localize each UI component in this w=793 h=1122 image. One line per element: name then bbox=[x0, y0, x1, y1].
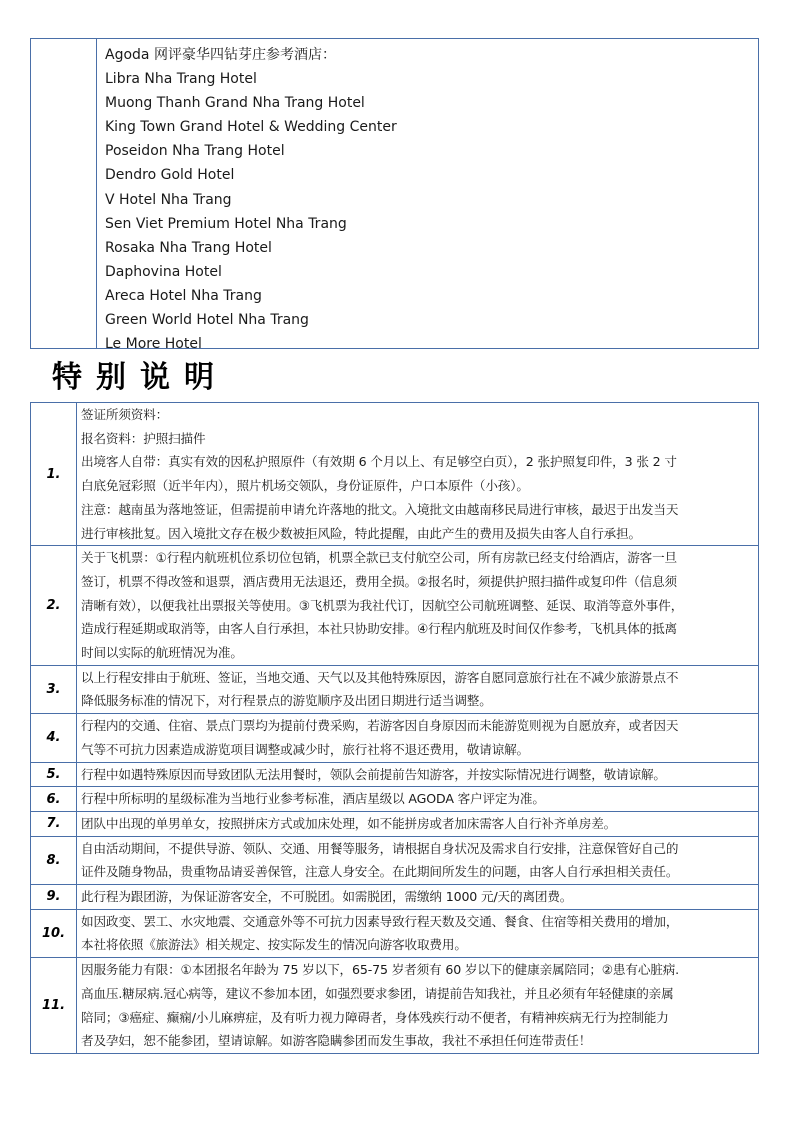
note-number: 5. bbox=[31, 762, 77, 787]
hotel-list-heading: Agoda 网评豪华四钻芽庄参考酒店： bbox=[105, 47, 336, 63]
note-line: 团队中出现的单男单女，按照拼床方式或加床处理，如不能拼房或者加床需客人自行补齐单房差。 bbox=[81, 815, 617, 831]
hotel-item: V Hotel Nha Trang bbox=[105, 191, 232, 208]
note-line: 进行审核批复。因入境批文存在极少数被拒风险，特此提醒，由此产生的费用及损失由客人自行承担。 bbox=[81, 525, 641, 541]
note-line: 关于飞机票：①行程内航班机位系切位包销，机票全款已支付航空公司，所有房款已经支付给酒店，游客一旦 bbox=[81, 550, 677, 566]
note-line: 时间以实际的航班情况为准。 bbox=[81, 645, 243, 661]
note-number: 1. bbox=[31, 403, 77, 546]
note-line: 签证所须资料： bbox=[81, 407, 169, 422]
note-row bbox=[31, 958, 759, 1054]
note-line: 造成行程延期或取消等，由客人自行承担，本社只协助安排。④行程内航班及时间仅作参考，飞机具体的抵离 bbox=[81, 621, 677, 637]
note-line: 行程内的交通、住宿、景点门票均为提前付费采购，若游客因自身原因而未能游览则视为自愿放弃，或者因天 bbox=[81, 718, 679, 734]
hotel-item: Sen Viet Premium Hotel Nha Trang bbox=[105, 215, 347, 232]
note-row bbox=[31, 665, 759, 713]
note-body bbox=[77, 787, 759, 812]
hotel-item: Libra Nha Trang Hotel bbox=[105, 71, 257, 88]
note-number: 8. bbox=[31, 836, 77, 884]
note-body bbox=[77, 885, 759, 910]
note-row bbox=[31, 762, 759, 787]
note-body bbox=[77, 762, 759, 787]
note-row bbox=[31, 403, 759, 546]
note-line: 白底免冠彩照（近半年内），照片机场交领队，身份证原件，户口本原件（小孩）。 bbox=[81, 478, 529, 494]
note-line: 以上行程安排由于航班、签证，当地交通、天气以及其他特殊原因，游客自愿同意旅行社在不减少旅游景点不 bbox=[81, 669, 679, 685]
note-line: 高血压.糖尿病.冠心病等，建议不参加本团，如强烈要求参团，请提前告知我社，并且必须有年轻健康的亲属 bbox=[81, 985, 674, 1001]
hotel-item: King Town Grand Hotel & Wedding Center bbox=[105, 119, 397, 136]
note-line: 清晰有效），以便我社出票报关等使用。③飞机票为我社代订，因航空公司航班调整、延误、取消等意外事件， bbox=[81, 597, 684, 613]
note-body bbox=[77, 403, 759, 546]
note-body bbox=[77, 811, 759, 836]
note-row bbox=[31, 714, 759, 762]
notes-table bbox=[30, 402, 759, 1054]
note-row bbox=[31, 836, 759, 884]
note-body bbox=[77, 665, 759, 713]
hotel-item: Areca Hotel Nha Trang bbox=[105, 287, 262, 304]
note-line: 陪同；③癌症、癫痫/小儿麻痹症，及有听力视力障碍者，身体残疾行动不便者，有精神疾病无行为控制能力 bbox=[81, 1009, 669, 1025]
note-line: 此行程为跟团游，为保证游客安全，不可脱团。如需脱团，需缴纳 1000 元/天的离团费。 bbox=[81, 889, 573, 905]
note-number: 3. bbox=[31, 665, 77, 713]
note-number: 10. bbox=[31, 909, 77, 957]
note-line: 自由活动期间，不提供导游、领队、交通、用餐等服务，请根据自身状况及需求自行安排，注意保管好自己的 bbox=[81, 840, 679, 856]
note-body bbox=[77, 958, 759, 1054]
hotel-list bbox=[105, 43, 397, 356]
hotel-item: Le More Hotel bbox=[105, 336, 202, 353]
note-line: 注意：越南虽为落地签证，但需提前申请允许落地的批文。入境批文由越南移民局进行审核，最迟于出发当天 bbox=[81, 501, 679, 517]
note-line: 本社将依照《旅游法》相关规定、按实际发生的情况向游客收取费用。 bbox=[81, 937, 467, 953]
hotel-item: Dendro Gold Hotel bbox=[105, 167, 235, 184]
hotel-item: Poseidon Nha Trang Hotel bbox=[105, 143, 285, 160]
note-row bbox=[31, 546, 759, 666]
note-line: 如因政变、罢工、水灾地震、交通意外等不可抗力因素导致行程天数及交通、餐食、住宿等相关费用的增加， bbox=[81, 913, 679, 929]
note-body bbox=[77, 909, 759, 957]
note-line: 报名资料：护照扫描件 bbox=[81, 430, 206, 446]
note-number: 11. bbox=[31, 958, 77, 1054]
hotel-item: Daphovina Hotel bbox=[105, 263, 222, 280]
hotel-table bbox=[30, 38, 759, 353]
hotel-item: Muong Thanh Grand Nha Trang Hotel bbox=[105, 95, 365, 112]
note-line: 签订，机票不得改签和退票，酒店费用无法退还，费用全损。②报名时，须提供护照扫描件或复印件（信息须 bbox=[81, 573, 677, 589]
note-body bbox=[77, 546, 759, 666]
note-row bbox=[31, 909, 759, 957]
note-number: 9. bbox=[31, 885, 77, 910]
note-row bbox=[31, 885, 759, 910]
note-line: 气等不可抗力因素造成游览项目调整或减少时，旅行社将不退还费用，敬请谅解。 bbox=[81, 741, 529, 757]
note-number: 7. bbox=[31, 811, 77, 836]
note-number: 4. bbox=[31, 714, 77, 762]
note-body bbox=[77, 836, 759, 884]
note-body bbox=[77, 714, 759, 762]
note-line: 证件及随身物品，贵重物品请妥善保管，注意人身安全。在此期间所发生的问题，由客人自行承担相关责任。 bbox=[81, 864, 679, 880]
section-title: 特别说明 bbox=[52, 360, 228, 395]
hotel-item: Rosaka Nha Trang Hotel bbox=[105, 239, 272, 256]
note-number: 2. bbox=[31, 546, 77, 666]
note-line: 者及孕妇，恕不能参团，望请谅解。如游客隐瞒参团而发生事故，我社不承担任何连带责任！ bbox=[81, 1033, 592, 1049]
hotel-table-left-cell bbox=[31, 39, 97, 348]
note-line: 行程中所标明的星级标准为当地行业参考标准，酒店星级以 AGODA 客户评定为准。 bbox=[81, 791, 545, 807]
hotel-item: Green World Hotel Nha Trang bbox=[105, 312, 309, 329]
note-number: 6. bbox=[31, 787, 77, 812]
note-row bbox=[31, 811, 759, 836]
note-line: 降低服务标准的情况下，对行程景点的游览顺序及出团日期进行适当调整。 bbox=[81, 693, 492, 709]
note-line: 出境客人自带：真实有效的因私护照原件（有效期 6 个月以上、有足够空白页），2 张护照复印件，3 张 2 寸 bbox=[81, 454, 677, 470]
note-line: 因服务能力有限：①本团报名年龄为 75 岁以下，65-75 岁者须有 60 岁以下的健康亲属陪同；②患有心脏病. bbox=[81, 962, 680, 978]
note-line: 行程中如遇特殊原因而导致团队无法用餐时，领队会前提前告知游客，并按实际情况进行调整，敬请谅解。 bbox=[81, 766, 666, 782]
note-row bbox=[31, 787, 759, 812]
